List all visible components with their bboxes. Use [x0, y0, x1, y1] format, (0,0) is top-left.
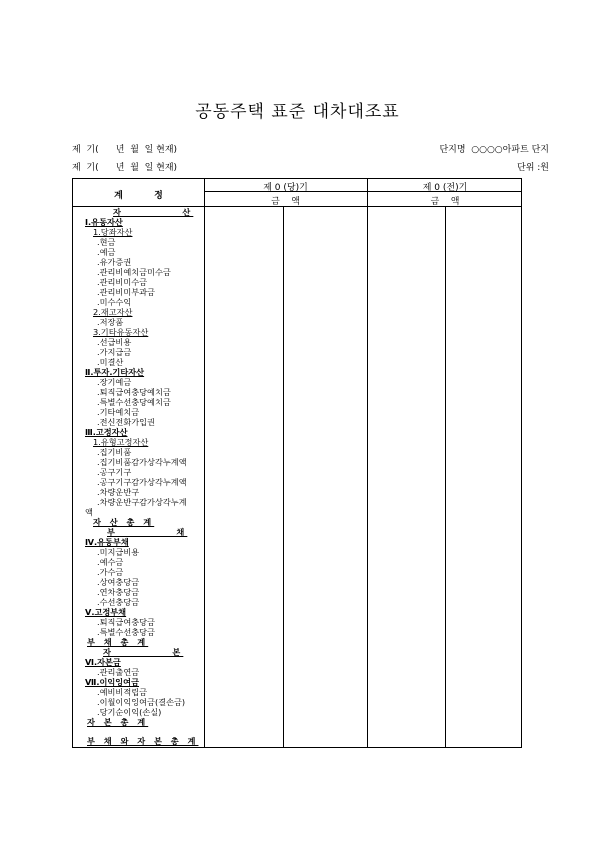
- account-row: .예수금: [97, 557, 124, 567]
- account-row: .저장품: [97, 317, 124, 327]
- account-row: .가지급금: [97, 347, 132, 357]
- account-row: .퇴직급여충당예치금: [97, 387, 171, 397]
- header-account: 계 정: [114, 191, 163, 201]
- account-row: .퇴직급여충당금: [97, 617, 155, 627]
- account-row: 자 산 총 계: [93, 517, 155, 527]
- account-row: .차량운반구: [97, 487, 140, 497]
- account-row: .관리비예치금미수금: [97, 267, 171, 277]
- account-row: .전신전화가입권: [97, 417, 155, 427]
- account-row: .장기예금: [97, 377, 132, 387]
- account-row: .유가증권: [97, 257, 132, 267]
- account-row: .집기비품감가상각누계액: [97, 457, 187, 467]
- header-amount-previous: 금 액: [430, 197, 460, 207]
- account-row: [85, 727, 205, 736]
- account-row: 1.당좌자산: [93, 227, 133, 237]
- complex-name-label: 단지명 ○○○○아파트 단지: [439, 145, 549, 155]
- account-list: [85, 207, 205, 746]
- account-row: .특별수선충당예치금: [97, 397, 171, 407]
- balance-sheet-table: [72, 178, 522, 748]
- account-row: .기타예치금: [97, 407, 140, 417]
- account-row: .관리비미부과금: [97, 287, 155, 297]
- account-row: 1.유형고정자산: [93, 437, 149, 447]
- account-row: Ⅶ.이익잉여금: [85, 677, 140, 687]
- account-row: 부 채: [107, 527, 188, 537]
- account-row: 3.기타유동자산: [93, 327, 149, 337]
- account-row: Ⅰ.유동자산: [85, 217, 123, 227]
- account-row: 부 채 와 자 본 총 계: [87, 736, 199, 746]
- account-row: .수선충당금: [97, 597, 140, 607]
- account-row: .특별수선충당금: [97, 627, 155, 637]
- account-row: .미지급비용: [97, 547, 140, 557]
- account-row: Ⅵ.자본금: [85, 657, 121, 667]
- account-row: .공구기구감가상각누계액: [97, 477, 187, 487]
- account-row: 2.재고자산: [93, 307, 133, 317]
- account-row: 자 산: [113, 207, 194, 217]
- account-row: .관리비미수금: [97, 277, 148, 287]
- period-previous-label: 제 기( 년 월 일 현재): [72, 163, 178, 173]
- account-row: .가수금: [97, 567, 124, 577]
- account-row: .당기순이익(손실): [97, 707, 162, 717]
- account-row: .선급비용: [97, 337, 132, 347]
- unit-label: 단위 :원: [517, 163, 549, 173]
- account-row: .연차충당금: [97, 587, 140, 597]
- col-divider-periods: [367, 179, 368, 747]
- col-divider-current-sub: [283, 207, 284, 747]
- header-current-period: 제 0 (당)기: [263, 183, 308, 193]
- period-current-label: 제 기( 년 월 일 현재): [72, 145, 178, 155]
- account-row: Ⅴ.고정부채: [85, 607, 127, 617]
- account-row: 액: [85, 507, 93, 517]
- account-row: .예금: [97, 247, 116, 257]
- account-row: .이월이익잉여금(결손금): [97, 697, 186, 707]
- account-row: 자 본: [103, 647, 184, 657]
- account-row: .차량운반구감가상각누계: [97, 497, 187, 507]
- account-row: Ⅱ.투자.기타자산: [85, 367, 145, 377]
- account-row: Ⅳ.유동부채: [85, 537, 129, 547]
- account-row: 자 본 총 계: [87, 717, 149, 727]
- account-row: .미수수익: [97, 297, 132, 307]
- account-row: .현금: [97, 237, 116, 247]
- account-row: .상여충당금: [97, 577, 140, 587]
- account-row: .집기비품: [97, 447, 132, 457]
- account-row: Ⅲ.고정자산: [85, 427, 128, 437]
- header-previous-period: 제 0 (전)기: [422, 183, 468, 193]
- col-divider-previous-sub: [445, 207, 446, 747]
- page-title: 공동주택 표준 대차대조표: [195, 102, 400, 122]
- account-row: .관리출연금: [97, 667, 140, 677]
- account-row: .예비비적립금: [97, 687, 148, 697]
- account-row: .공구기구: [97, 467, 132, 477]
- account-row: 부 채 총 계: [87, 637, 149, 647]
- header-amount-current: 금 액: [271, 197, 300, 207]
- account-row: .미결산: [97, 357, 124, 367]
